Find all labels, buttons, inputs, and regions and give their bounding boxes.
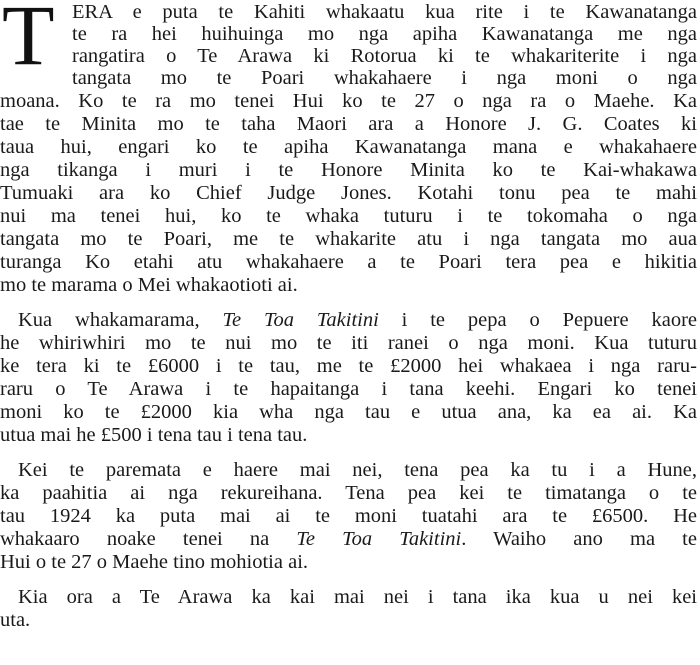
text-run: Kua whakamarama, <box>18 309 223 331</box>
text-line: tae te Minita mo te taha Maori ara a Honore J. G. Coates ki <box>0 113 697 135</box>
publication-title: Te Toa Takitini <box>296 528 462 550</box>
text-line: turanga Ko etahi atu whakahaere a te Poari tera pea e hikitia <box>0 251 697 273</box>
text-line: rangatira o Te Arawa ki Rotorua ki te whakariterite i nga <box>72 45 697 67</box>
text-line <box>18 310 697 332</box>
text-line: moni ko te £2000 kia wha nga tau e utua ana, ka ea ai. Ka <box>0 401 697 423</box>
text-line: Kia ora a Te Arawa ka kai mai nei i tana ika kua u nei kei <box>18 586 697 608</box>
text-line: nui ma tenei hui, ko te whaka tuturu i te tokomaha o nga <box>0 205 697 227</box>
drop-cap: T <box>2 0 55 83</box>
text-line <box>0 529 697 551</box>
text-line: he whiriwhiri mo te nui mo te iti ranei o nga moni. Kua tuturu <box>0 332 697 354</box>
text-line: Tumuaki ara ko Chief Judge Jones. Kotahi tonu pea te mahi <box>0 182 697 204</box>
text-line: utua mai he £500 i tena tau i tena tau. <box>0 424 308 446</box>
text-line: mo te marama o Mei whakaotioti ai. <box>0 274 298 296</box>
text-line: nga tikanga i muri i te Honore Minita ko te Kai-whakawa <box>0 159 697 181</box>
text-line: ke tera ki te £6000 i te tau, me te £2000 hei whakaea i nga raru- <box>0 355 697 377</box>
text-run: i te pepa o Pepuere kaore <box>378 309 697 331</box>
text-run: whakaaro noake tenei na <box>0 528 297 550</box>
text-line: taua hui, engari ko te apiha Kawanatanga mana e whakahaere <box>0 136 697 158</box>
publication-title: Te Toa Takitini <box>222 309 379 331</box>
text-line: Kei te paremata e haere mai nei, tena pea ka tu i a Hune, <box>18 459 697 481</box>
text-line: uta. <box>0 609 31 631</box>
text-run: . Waiho ano ma te <box>461 528 697 550</box>
text-line: tangata mo te Poari, me te whakarite atu i nga tangata mo aua <box>0 228 697 250</box>
text-line: tau 1924 ka puta mai ai te moni tuatahi ara te £6500. He <box>0 505 697 527</box>
text-line: ERA e puta te Kahiti whakaatu kua rite i te Kawanatanga <box>72 1 697 23</box>
text-line: ka paahitia ai nga rekureihana. Tena pea kei te timatanga o te <box>0 482 697 504</box>
text-line: te ra hei huihuinga mo nga apiha Kawanatanga me nga <box>72 23 697 45</box>
text-line: tangata mo te Poari whakahaere i nga moni o nga <box>72 67 697 89</box>
text-line: Hui o te 27 o Maehe tino mohiotia ai. <box>0 551 309 573</box>
text-line: raru o Te Arawa i te hapaitanga i tana keehi. Engari ko tenei <box>0 378 697 400</box>
text-line: moana. Ko te ra mo tenei Hui ko te 27 o nga ra o Maehe. Ka <box>0 90 697 112</box>
